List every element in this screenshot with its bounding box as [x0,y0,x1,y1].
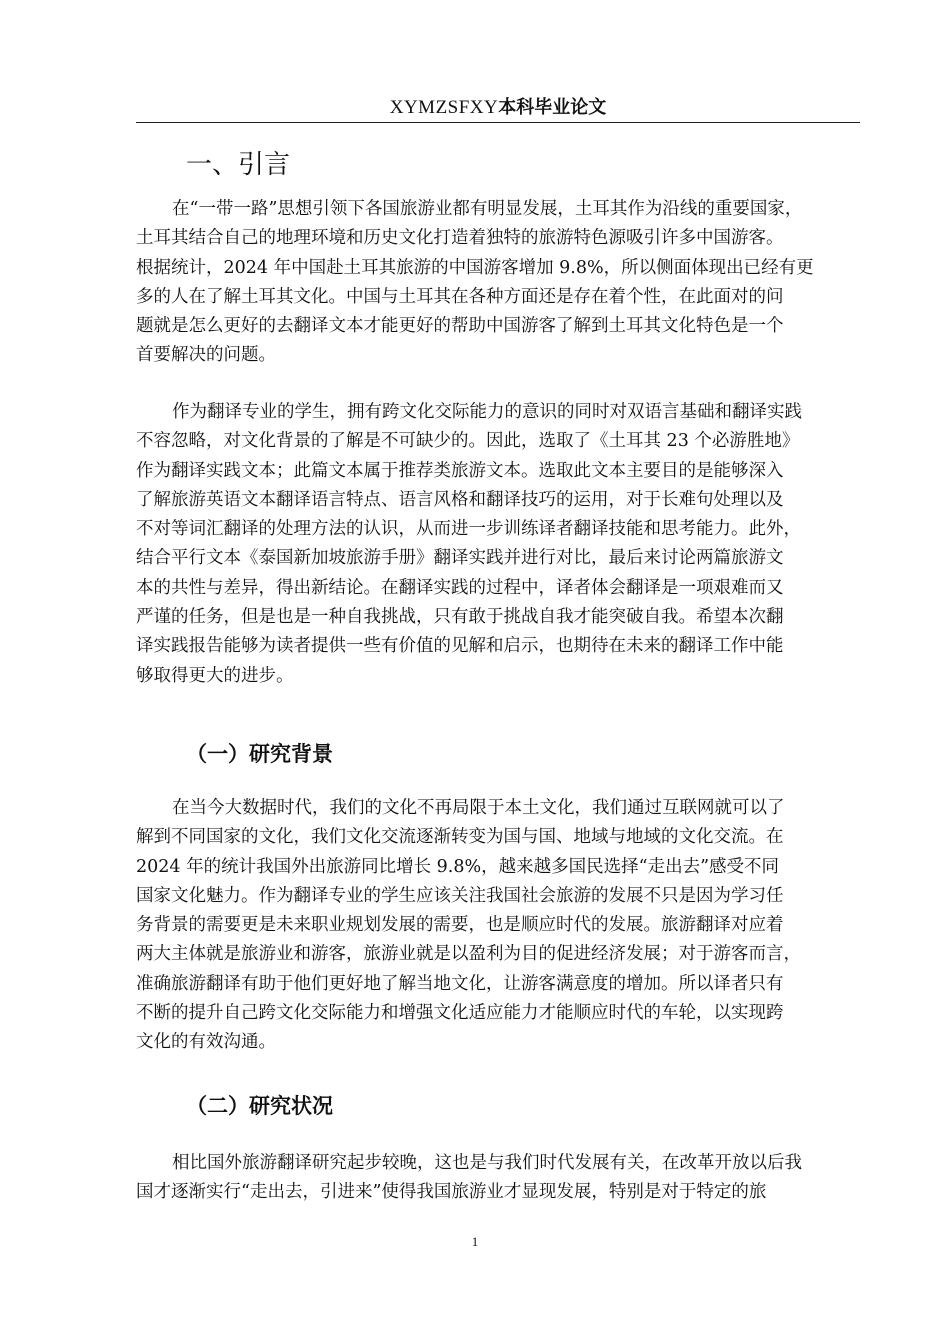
text-line: 文化的有效沟通。 [136,1032,276,1053]
text-line: 国才逐渐实行“走出去，引进来”使得我国旅游业才显现发展，特别是对于特定的旅 [136,1182,767,1203]
text-line: 严谨的任务，但是也是一种自我挑战，只有敢于挑战自我才能突破自我。希望本次翻 [136,607,784,628]
header-divider [136,122,860,123]
text-line: 解到不同国家的文化，我们文化交流逐渐转变为国与国、地域与地域的文化交流。在 [136,827,784,848]
text-line: 务背景的需要更是未来职业规划发展的需要，也是顺应时代的发展。旅游翻译对应着 [136,915,784,936]
text-line: 不断的提升自己跨文化交际能力和增强文化适应能力才能顺应时代的车轮，以实现跨 [136,1003,784,1024]
text-line: 两大主体就是旅游业和游客，旅游业就是以盈利为目的促进经济发展；对于游客而言， [136,944,801,965]
header-code: XYMZSFXY [389,97,499,118]
section-heading-status: （二）研究状况 [186,1094,333,1118]
page-header [136,92,860,122]
text-line: 国家文化魅力。作为翻译专业的学生应该关注我国社会旅游的发展不只是因为学习任 [136,885,784,906]
text-line: 土耳其结合自己的地理环境和历史文化打造着独特的旅游特色源吸引许多中国游客。 [136,228,784,249]
text-line: 作为翻译实践文本；此篇文本属于推荐类旅游文本。选取此文本主要目的是能够深入 [136,460,784,481]
text-line: 了解旅游英语文本翻译语言特点、语言风格和翻译技巧的运用，对于长难句处理以及 [136,489,784,510]
text-line: 首要解决的问题。 [136,345,276,366]
paragraph-status [136,1149,866,1208]
header-title: 本科毕业论文 [498,97,607,118]
text-line: 作为翻译专业的学生，拥有跨文化交际能力的意识的同时对双语言基础和翻译实践 [172,402,802,422]
text-line: 准确旅游翻译有助于他们更好地了解当地文化，让游客满意度的增加。所以译者只有 [136,973,784,994]
text-line: 题就是怎么更好的去翻译文本才能更好的帮助中国游客了解到土耳其文化特色是一个 [136,316,784,337]
paragraph-intro-2 [136,398,866,691]
text-line: 相比国外旅游翻译研究起步较晚，这也是与我们时代发展有关，在改革开放以后我 [172,1153,802,1173]
text-line: 根据统计，2024 年中国赴土耳其旅游的中国游客增加 9.8%，所以侧面体现出已经有更 [136,257,814,278]
paragraph-intro-1 [136,195,866,371]
text-line: 在“一带一路”思想引领下各国旅游业都有明显发展，土耳其作为沿线的重要国家， [172,199,803,219]
text-line: 本的共性与差异，得出新结论。在翻译实践的过程中，译者体会翻译是一项艰难而又 [136,577,784,598]
section-heading-intro: 一、引言 [186,150,291,180]
paragraph-background [136,794,866,1058]
page-number: 1 [471,1234,479,1249]
text-line: 2024 年的统计我国外出旅游同比增长 9.8%，越来越多国民选择“走出去”感受不同 [136,856,780,877]
text-line: 在当今大数据时代，我们的文化不再局限于本土文化，我们通过互联网就可以了 [172,798,785,818]
text-line: 够取得更大的进步。 [136,665,294,686]
section-heading-background: （一）研究背景 [186,742,333,766]
text-line: 译实践报告能够为读者提供一些有价值的见解和启示，也期待在未来的翻译工作中能 [136,636,784,657]
text-line: 多的人在了解土耳其文化。中国与土耳其在各种方面还是存在着个性，在此面对的问 [136,286,784,307]
text-line: 不容忽略，对文化背景的了解是不可缺少的。因此，选取了《土耳其 23 个必游胜地》 [136,431,800,452]
text-line: 结合平行文本《泰国新加坡旅游手册》翻译实践并进行对比，最后来讨论两篇旅游文 [136,548,784,569]
text-line: 不对等词汇翻译的处理方法的认识，从而进一步训练译者翻译技能和思考能力。此外， [136,519,801,540]
